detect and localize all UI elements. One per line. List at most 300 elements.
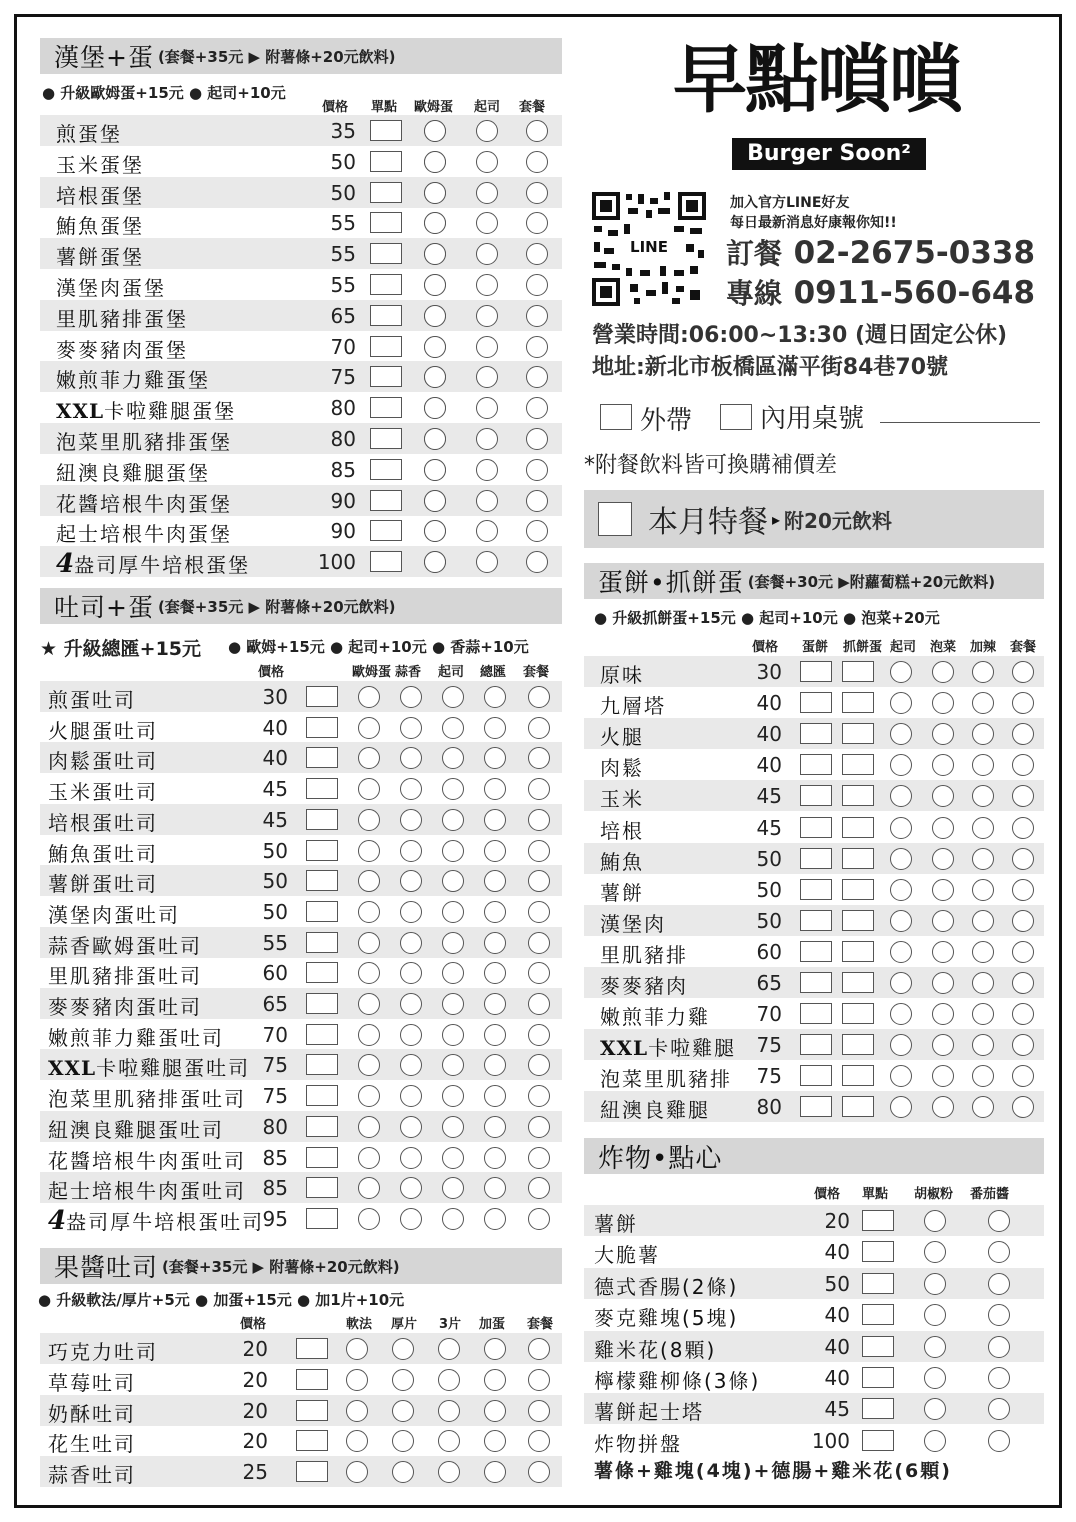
select-checkbox[interactable] [306, 870, 338, 891]
select-checkbox[interactable] [296, 1400, 328, 1421]
option-radio[interactable] [358, 1177, 380, 1199]
option-radio[interactable] [442, 1024, 464, 1046]
option-radio[interactable] [528, 1024, 550, 1046]
option-radio[interactable] [442, 747, 464, 769]
option-radio[interactable] [890, 1034, 912, 1056]
option-radio[interactable] [932, 1065, 954, 1087]
select-checkbox[interactable] [306, 1147, 338, 1168]
option-radio[interactable] [528, 1369, 550, 1391]
select-checkbox[interactable] [842, 941, 874, 962]
option-radio[interactable] [400, 1208, 422, 1230]
set-meal-radio[interactable] [526, 212, 548, 234]
option-radio[interactable] [476, 212, 498, 234]
option-radio[interactable] [476, 428, 498, 450]
select-checkbox[interactable] [306, 747, 338, 768]
option-radio[interactable] [528, 1147, 550, 1169]
option-radio[interactable] [972, 1065, 994, 1087]
option-radio[interactable] [932, 723, 954, 745]
select-checkbox[interactable] [296, 1461, 328, 1482]
option-radio[interactable] [476, 366, 498, 388]
option-radio[interactable] [476, 551, 498, 573]
option-radio[interactable] [528, 1177, 550, 1199]
option-radio[interactable] [890, 848, 912, 870]
option-radio[interactable] [476, 120, 498, 142]
option-radio[interactable] [988, 1430, 1010, 1452]
option-radio[interactable] [484, 1085, 506, 1107]
option-radio[interactable] [972, 848, 994, 870]
option-radio[interactable] [358, 1208, 380, 1230]
select-checkbox[interactable] [800, 817, 832, 838]
option-radio[interactable] [484, 778, 506, 800]
option-radio[interactable] [476, 336, 498, 358]
option-radio[interactable] [476, 520, 498, 542]
option-radio[interactable] [400, 1177, 422, 1199]
select-checkbox[interactable] [800, 723, 832, 744]
set-meal-radio[interactable] [526, 305, 548, 327]
option-radio[interactable] [924, 1241, 946, 1263]
option-radio[interactable] [932, 817, 954, 839]
option-radio[interactable] [890, 972, 912, 994]
option-radio[interactable] [932, 848, 954, 870]
select-checkbox[interactable] [842, 879, 874, 900]
option-radio[interactable] [1012, 1065, 1034, 1087]
option-radio[interactable] [358, 747, 380, 769]
set-meal-radio[interactable] [526, 520, 548, 542]
option-radio[interactable] [484, 686, 506, 708]
set-meal-radio[interactable] [526, 182, 548, 204]
option-radio[interactable] [442, 717, 464, 739]
option-radio[interactable] [972, 941, 994, 963]
monthly-special-checkbox[interactable] [598, 502, 632, 536]
option-radio[interactable] [476, 305, 498, 327]
select-checkbox[interactable] [842, 723, 874, 744]
option-radio[interactable] [400, 993, 422, 1015]
option-radio[interactable] [484, 870, 506, 892]
option-radio[interactable] [424, 120, 446, 142]
option-radio[interactable] [528, 747, 550, 769]
select-checkbox[interactable] [306, 1054, 338, 1075]
option-radio[interactable] [358, 1116, 380, 1138]
option-radio[interactable] [484, 1116, 506, 1138]
option-radio[interactable] [988, 1367, 1010, 1389]
option-radio[interactable] [358, 901, 380, 923]
select-checkbox[interactable] [800, 848, 832, 869]
option-radio[interactable] [442, 932, 464, 954]
option-radio[interactable] [476, 459, 498, 481]
set-meal-radio[interactable] [526, 120, 548, 142]
option-radio[interactable] [358, 1085, 380, 1107]
option-radio[interactable] [890, 723, 912, 745]
option-radio[interactable] [484, 1338, 506, 1360]
option-radio[interactable] [346, 1400, 368, 1422]
option-radio[interactable] [442, 1085, 464, 1107]
select-checkbox[interactable] [370, 305, 402, 326]
option-radio[interactable] [358, 1054, 380, 1076]
option-radio[interactable] [484, 1208, 506, 1230]
option-radio[interactable] [988, 1241, 1010, 1263]
option-radio[interactable] [442, 778, 464, 800]
option-radio[interactable] [988, 1210, 1010, 1232]
option-radio[interactable] [528, 870, 550, 892]
select-checkbox[interactable] [842, 754, 874, 775]
option-radio[interactable] [972, 1034, 994, 1056]
option-radio[interactable] [972, 723, 994, 745]
option-radio[interactable] [484, 1054, 506, 1076]
select-checkbox[interactable] [306, 1208, 338, 1229]
option-radio[interactable] [528, 1085, 550, 1107]
set-meal-radio[interactable] [526, 336, 548, 358]
option-radio[interactable] [924, 1336, 946, 1358]
option-radio[interactable] [424, 520, 446, 542]
select-checkbox[interactable] [306, 1085, 338, 1106]
select-checkbox[interactable] [306, 840, 338, 861]
select-checkbox[interactable] [842, 910, 874, 931]
option-radio[interactable] [400, 778, 422, 800]
option-radio[interactable] [972, 972, 994, 994]
line-qr-code[interactable] [590, 190, 708, 308]
option-radio[interactable] [528, 1208, 550, 1230]
option-radio[interactable] [924, 1430, 946, 1452]
option-radio[interactable] [932, 661, 954, 683]
option-radio[interactable] [442, 686, 464, 708]
select-checkbox[interactable] [370, 120, 402, 141]
takeout-checkbox[interactable] [600, 404, 632, 430]
set-meal-radio[interactable] [526, 490, 548, 512]
option-radio[interactable] [424, 459, 446, 481]
option-radio[interactable] [528, 1400, 550, 1422]
option-radio[interactable] [528, 840, 550, 862]
dinein-checkbox[interactable] [720, 404, 752, 430]
option-radio[interactable] [484, 717, 506, 739]
option-radio[interactable] [400, 870, 422, 892]
table-number-field[interactable] [880, 422, 1040, 423]
option-radio[interactable] [890, 1065, 912, 1087]
option-radio[interactable] [988, 1273, 1010, 1295]
select-checkbox[interactable] [370, 212, 402, 233]
select-checkbox[interactable] [296, 1338, 328, 1359]
select-checkbox[interactable] [842, 1034, 874, 1055]
select-checkbox[interactable] [306, 1024, 338, 1045]
option-radio[interactable] [1012, 723, 1034, 745]
option-radio[interactable] [424, 243, 446, 265]
option-radio[interactable] [528, 686, 550, 708]
select-checkbox[interactable] [800, 785, 832, 806]
set-meal-radio[interactable] [526, 428, 548, 450]
option-radio[interactable] [932, 910, 954, 932]
option-radio[interactable] [972, 785, 994, 807]
option-radio[interactable] [400, 1054, 422, 1076]
option-radio[interactable] [442, 809, 464, 831]
select-checkbox[interactable] [842, 661, 874, 682]
set-meal-radio[interactable] [526, 366, 548, 388]
option-radio[interactable] [1012, 879, 1034, 901]
option-radio[interactable] [400, 901, 422, 923]
option-radio[interactable] [438, 1461, 460, 1483]
option-radio[interactable] [924, 1273, 946, 1295]
option-radio[interactable] [424, 336, 446, 358]
option-radio[interactable] [484, 1147, 506, 1169]
option-radio[interactable] [484, 932, 506, 954]
option-radio[interactable] [1012, 754, 1034, 776]
option-radio[interactable] [442, 1116, 464, 1138]
option-radio[interactable] [476, 274, 498, 296]
select-checkbox[interactable] [306, 809, 338, 830]
option-radio[interactable] [528, 1054, 550, 1076]
option-radio[interactable] [424, 151, 446, 173]
set-meal-radio[interactable] [526, 459, 548, 481]
select-checkbox[interactable] [306, 1177, 338, 1198]
option-radio[interactable] [442, 993, 464, 1015]
option-radio[interactable] [424, 274, 446, 296]
option-radio[interactable] [358, 962, 380, 984]
select-checkbox[interactable] [842, 848, 874, 869]
option-radio[interactable] [424, 182, 446, 204]
option-radio[interactable] [442, 840, 464, 862]
option-radio[interactable] [932, 1003, 954, 1025]
option-radio[interactable] [400, 809, 422, 831]
option-radio[interactable] [932, 972, 954, 994]
option-radio[interactable] [1012, 910, 1034, 932]
select-checkbox[interactable] [370, 490, 402, 511]
select-checkbox[interactable] [370, 182, 402, 203]
option-radio[interactable] [1012, 972, 1034, 994]
option-radio[interactable] [972, 910, 994, 932]
option-radio[interactable] [392, 1461, 414, 1483]
option-radio[interactable] [442, 1177, 464, 1199]
option-radio[interactable] [438, 1430, 460, 1452]
option-radio[interactable] [484, 1369, 506, 1391]
option-radio[interactable] [932, 754, 954, 776]
option-radio[interactable] [1012, 941, 1034, 963]
option-radio[interactable] [528, 809, 550, 831]
select-checkbox[interactable] [800, 1034, 832, 1055]
select-checkbox[interactable] [842, 785, 874, 806]
option-radio[interactable] [358, 717, 380, 739]
option-radio[interactable] [358, 1024, 380, 1046]
set-meal-radio[interactable] [526, 151, 548, 173]
option-radio[interactable] [476, 490, 498, 512]
option-radio[interactable] [890, 754, 912, 776]
option-radio[interactable] [424, 428, 446, 450]
select-checkbox[interactable] [306, 1116, 338, 1137]
select-checkbox[interactable] [306, 778, 338, 799]
option-radio[interactable] [484, 962, 506, 984]
option-radio[interactable] [442, 962, 464, 984]
select-checkbox[interactable] [800, 879, 832, 900]
select-checkbox[interactable] [370, 243, 402, 264]
option-radio[interactable] [924, 1304, 946, 1326]
option-radio[interactable] [890, 879, 912, 901]
option-radio[interactable] [476, 151, 498, 173]
select-checkbox[interactable] [800, 941, 832, 962]
select-checkbox[interactable] [800, 910, 832, 931]
option-radio[interactable] [890, 910, 912, 932]
option-radio[interactable] [972, 879, 994, 901]
option-radio[interactable] [528, 932, 550, 954]
select-checkbox[interactable] [862, 1273, 894, 1294]
select-checkbox[interactable] [862, 1210, 894, 1231]
option-radio[interactable] [1012, 817, 1034, 839]
select-checkbox[interactable] [800, 661, 832, 682]
select-checkbox[interactable] [370, 151, 402, 172]
option-radio[interactable] [358, 870, 380, 892]
option-radio[interactable] [346, 1461, 368, 1483]
option-radio[interactable] [346, 1369, 368, 1391]
option-radio[interactable] [400, 962, 422, 984]
option-radio[interactable] [484, 809, 506, 831]
option-radio[interactable] [392, 1369, 414, 1391]
option-radio[interactable] [358, 686, 380, 708]
option-radio[interactable] [442, 1208, 464, 1230]
option-radio[interactable] [400, 932, 422, 954]
option-radio[interactable] [400, 1085, 422, 1107]
select-checkbox[interactable] [862, 1241, 894, 1262]
option-radio[interactable] [424, 397, 446, 419]
select-checkbox[interactable] [370, 274, 402, 295]
select-checkbox[interactable] [306, 993, 338, 1014]
select-checkbox[interactable] [800, 1003, 832, 1024]
option-radio[interactable] [972, 1003, 994, 1025]
option-radio[interactable] [484, 1024, 506, 1046]
select-checkbox[interactable] [370, 336, 402, 357]
select-checkbox[interactable] [306, 932, 338, 953]
select-checkbox[interactable] [800, 972, 832, 993]
option-radio[interactable] [484, 840, 506, 862]
option-radio[interactable] [424, 366, 446, 388]
option-radio[interactable] [924, 1210, 946, 1232]
select-checkbox[interactable] [296, 1369, 328, 1390]
select-checkbox[interactable] [862, 1304, 894, 1325]
option-radio[interactable] [988, 1304, 1010, 1326]
option-radio[interactable] [1012, 1003, 1034, 1025]
option-radio[interactable] [1012, 661, 1034, 683]
select-checkbox[interactable] [842, 1003, 874, 1024]
option-radio[interactable] [400, 1024, 422, 1046]
option-radio[interactable] [972, 661, 994, 683]
select-checkbox[interactable] [296, 1430, 328, 1451]
option-radio[interactable] [400, 747, 422, 769]
option-radio[interactable] [972, 692, 994, 714]
option-radio[interactable] [1012, 848, 1034, 870]
option-radio[interactable] [476, 397, 498, 419]
option-radio[interactable] [1012, 1096, 1034, 1118]
option-radio[interactable] [442, 870, 464, 892]
option-radio[interactable] [346, 1338, 368, 1360]
option-radio[interactable] [1012, 1034, 1034, 1056]
option-radio[interactable] [528, 1116, 550, 1138]
select-checkbox[interactable] [306, 717, 338, 738]
option-radio[interactable] [890, 941, 912, 963]
option-radio[interactable] [528, 717, 550, 739]
select-checkbox[interactable] [842, 1096, 874, 1117]
option-radio[interactable] [932, 879, 954, 901]
option-radio[interactable] [484, 993, 506, 1015]
option-radio[interactable] [484, 1430, 506, 1452]
select-checkbox[interactable] [862, 1367, 894, 1388]
option-radio[interactable] [528, 1430, 550, 1452]
option-radio[interactable] [890, 1096, 912, 1118]
set-meal-radio[interactable] [526, 274, 548, 296]
select-checkbox[interactable] [370, 366, 402, 387]
option-radio[interactable] [424, 551, 446, 573]
option-radio[interactable] [400, 1147, 422, 1169]
phone-order[interactable] [726, 232, 1035, 272]
option-radio[interactable] [890, 661, 912, 683]
option-radio[interactable] [528, 1461, 550, 1483]
option-radio[interactable] [424, 305, 446, 327]
select-checkbox[interactable] [842, 972, 874, 993]
option-radio[interactable] [442, 1147, 464, 1169]
option-radio[interactable] [476, 182, 498, 204]
select-checkbox[interactable] [370, 551, 402, 572]
set-meal-radio[interactable] [526, 551, 548, 573]
option-radio[interactable] [476, 243, 498, 265]
option-radio[interactable] [424, 490, 446, 512]
option-radio[interactable] [358, 778, 380, 800]
option-radio[interactable] [932, 1096, 954, 1118]
phone-hotline[interactable] [726, 272, 1035, 312]
select-checkbox[interactable] [370, 520, 402, 541]
select-checkbox[interactable] [800, 1065, 832, 1086]
option-radio[interactable] [442, 901, 464, 923]
option-radio[interactable] [890, 1003, 912, 1025]
option-radio[interactable] [484, 1461, 506, 1483]
option-radio[interactable] [400, 840, 422, 862]
option-radio[interactable] [890, 692, 912, 714]
option-radio[interactable] [890, 817, 912, 839]
select-checkbox[interactable] [842, 817, 874, 838]
select-checkbox[interactable] [370, 428, 402, 449]
option-radio[interactable] [346, 1430, 368, 1452]
option-radio[interactable] [358, 932, 380, 954]
option-radio[interactable] [484, 1177, 506, 1199]
option-radio[interactable] [438, 1338, 460, 1360]
option-radio[interactable] [484, 901, 506, 923]
option-radio[interactable] [988, 1398, 1010, 1420]
select-checkbox[interactable] [800, 1096, 832, 1117]
option-radio[interactable] [442, 1054, 464, 1076]
select-checkbox[interactable] [842, 692, 874, 713]
option-radio[interactable] [358, 809, 380, 831]
option-radio[interactable] [528, 1338, 550, 1360]
option-radio[interactable] [358, 993, 380, 1015]
option-radio[interactable] [972, 817, 994, 839]
option-radio[interactable] [890, 785, 912, 807]
option-radio[interactable] [400, 1116, 422, 1138]
option-radio[interactable] [988, 1336, 1010, 1358]
option-radio[interactable] [392, 1338, 414, 1360]
option-radio[interactable] [400, 717, 422, 739]
option-radio[interactable] [424, 212, 446, 234]
select-checkbox[interactable] [862, 1336, 894, 1357]
option-radio[interactable] [932, 785, 954, 807]
option-radio[interactable] [972, 754, 994, 776]
option-radio[interactable] [400, 686, 422, 708]
select-checkbox[interactable] [370, 397, 402, 418]
option-radio[interactable] [528, 962, 550, 984]
select-checkbox[interactable] [862, 1398, 894, 1419]
option-radio[interactable] [438, 1369, 460, 1391]
option-radio[interactable] [392, 1400, 414, 1422]
select-checkbox[interactable] [800, 692, 832, 713]
option-radio[interactable] [932, 692, 954, 714]
option-radio[interactable] [1012, 692, 1034, 714]
option-radio[interactable] [358, 840, 380, 862]
option-radio[interactable] [528, 901, 550, 923]
option-radio[interactable] [924, 1398, 946, 1420]
option-radio[interactable] [972, 1096, 994, 1118]
option-radio[interactable] [528, 993, 550, 1015]
